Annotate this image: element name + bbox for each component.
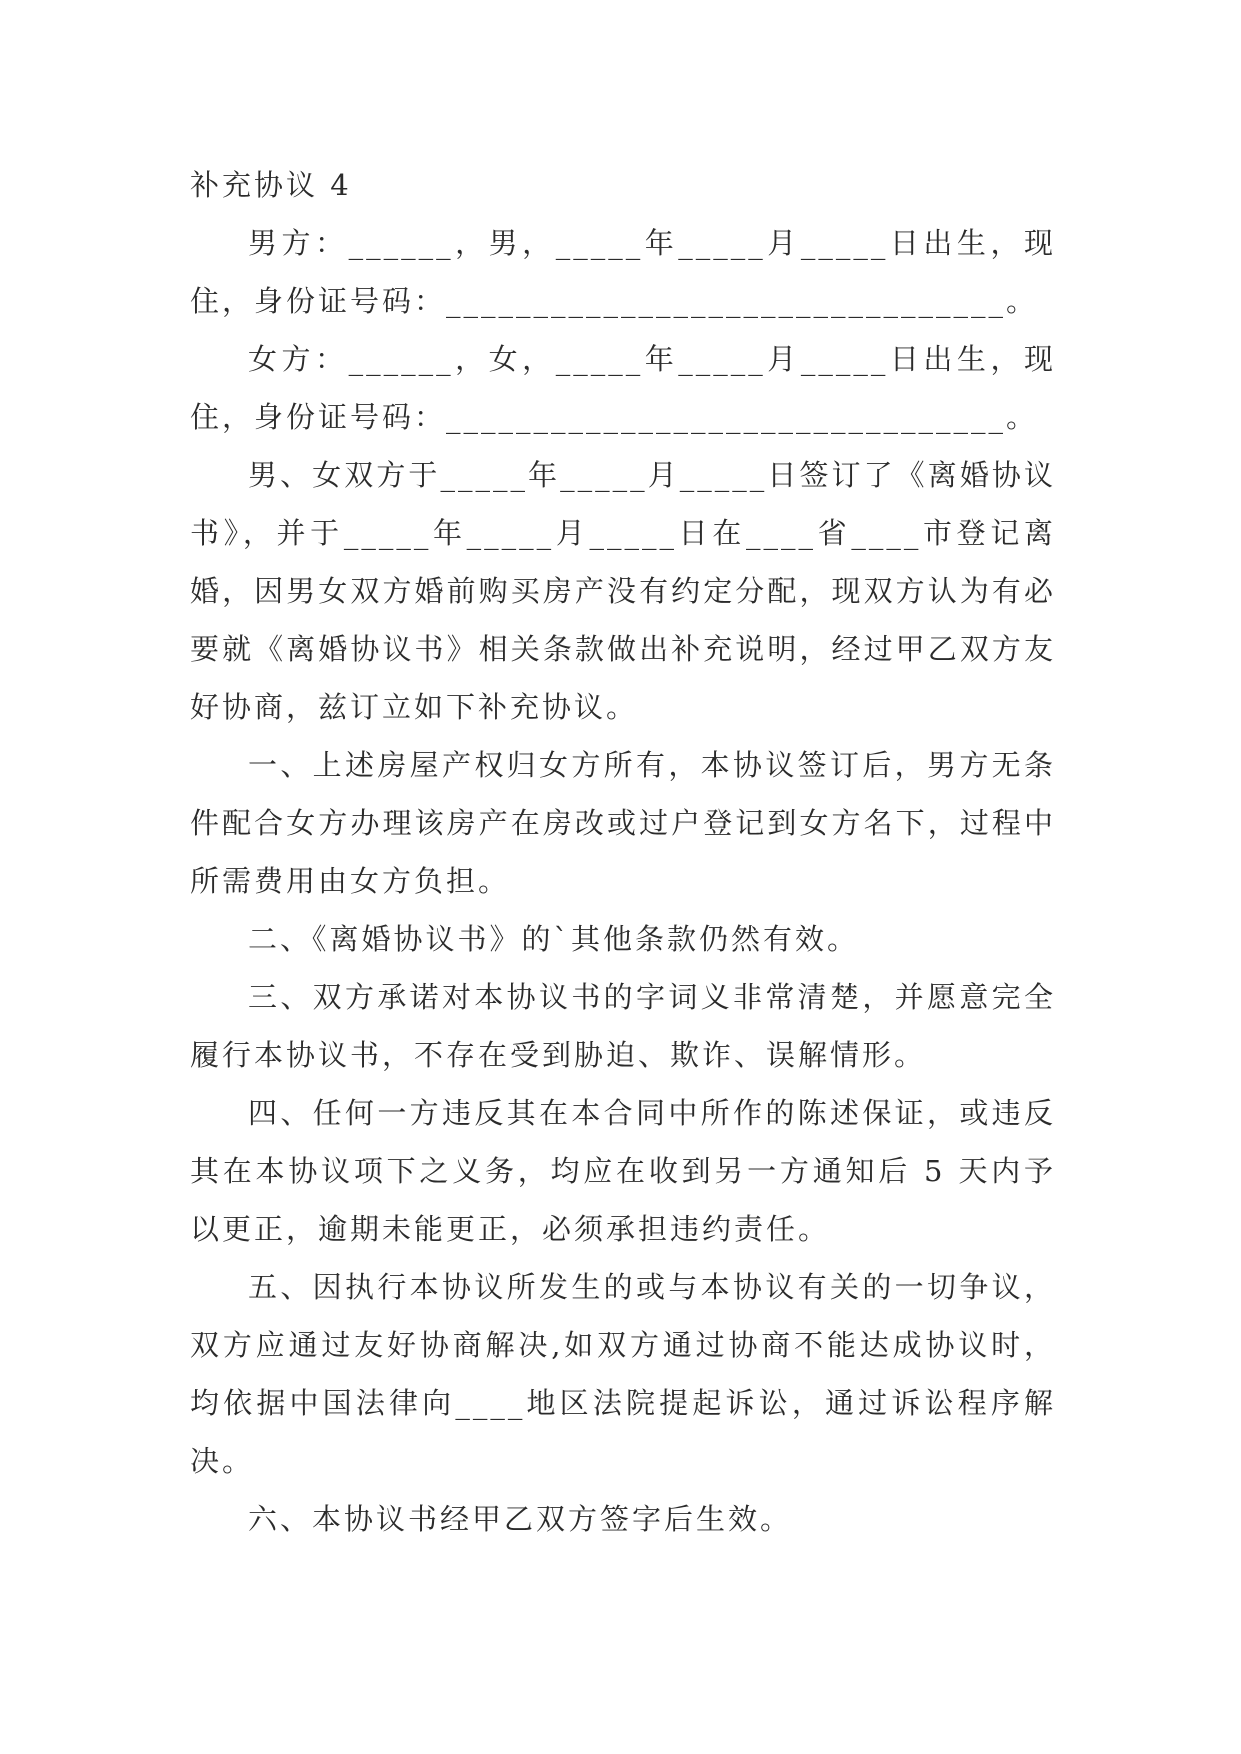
document-title: 补充协议 4: [190, 168, 352, 202]
clause-background: 男、女双方于_____年_____月_____日签订了《离婚协议书》，并于_____年_____月_____日在____省____市登记离婚，因男女双方婚前购买房产没有约定分配，现双方认为有必要就《离婚协议书》相关条款做出补充说明，经过甲乙双方友好协商，兹订立如下补充协议。: [190, 458, 1056, 724]
clause-1: 一、上述房屋产权归女方所有，本协议签订后，男方无条件配合女方办理该房产在房改或过户登记到女方名下，过程中所需费用由女方负担。: [190, 748, 1056, 898]
clause-male-party: 男方：______，男，_____年_____月_____日出生，现住，身份证号码：________________________________。: [190, 226, 1056, 318]
document-page: [190, 156, 1056, 1548]
clause-3: 三、双方承诺对本协议书的字词义非常清楚，并愿意完全履行本协议书，不存在受到胁迫、欺诈、误解情形。: [190, 980, 1056, 1072]
clause-4: 四、任何一方违反其在本合同中所作的陈述保证，或违反其在本协议项下之义务，均应在收到另一方通知后 5 天内予以更正，逾期未能更正，必须承担违约责任。: [190, 1096, 1056, 1246]
clause-2: 二、《离婚协议书》的`其他条款仍然有效。: [248, 922, 860, 956]
clause-female-party: 女方：______，女，_____年_____月_____日出生，现住，身份证号码：________________________________。: [190, 342, 1056, 434]
clause-6: 六、本协议书经甲乙双方签字后生效。: [248, 1502, 793, 1536]
clause-5: 五、因执行本协议所发生的或与本协议有关的一切争议，双方应通过友好协商解决,如双方通过协商不能达成协议时，均依据中国法律向____地区法院提起诉讼，通过诉讼程序解决。: [190, 1270, 1056, 1478]
